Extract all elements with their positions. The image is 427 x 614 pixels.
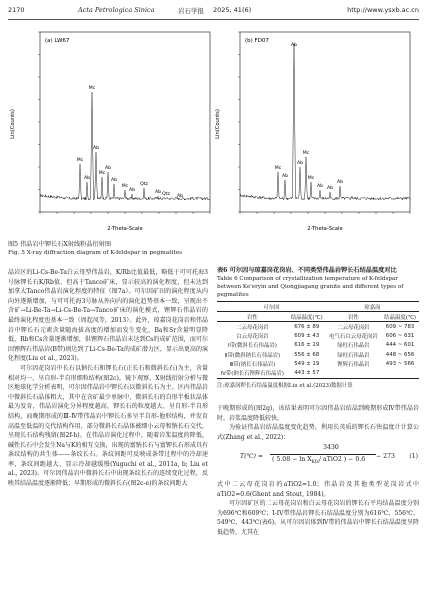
peak-label: Qtz: [140, 182, 148, 187]
peak-label: Ab: [176, 194, 184, 199]
cell-rock: 二云母花岗岩: [236, 324, 269, 331]
peak-label: Ab: [336, 180, 344, 185]
cell-rock: 白云母花岗岩: [236, 334, 269, 341]
peak-label: Mc: [307, 176, 315, 181]
panel-b-peak-labels: [275, 42, 343, 191]
table-title-cn: 表6 可尔因与琼嘉岗花岗岩、不同类型伟晶岩钾长石结晶温度对比: [217, 267, 397, 274]
col-group-keeryin: 可尔因: [263, 304, 280, 311]
paragraph: 为验证伟晶岩结晶温度变化趋势，利用长英质的钾长石快温度计计算公式(Zhang et al., 2022)：: [217, 424, 419, 441]
peak-label: Mc: [88, 86, 96, 91]
cell-rock: Ⅳ带(钠长石锂辉石伟晶岩): [220, 370, 284, 377]
panel-b-label: (b) FD07: [245, 38, 269, 44]
table-row: [217, 322, 419, 332]
peak-label: Ab: [128, 188, 136, 193]
panel-b-frame: [240, 32, 410, 212]
equation-1: [240, 444, 420, 474]
equation-denominator: ( $5.08 - \ln X_{Kfs}/$ aTiO2 ) − 0.6: [272, 456, 366, 466]
cell-rock: 绿柱石伟晶岩: [337, 343, 370, 350]
figure-caption-cn: 图5 伟晶岩中钾长石X射线粉晶衍射图: [8, 241, 112, 248]
peak-label: Ab: [110, 178, 118, 183]
equation-numerator: 3430: [323, 444, 339, 451]
cell-temp: 616 ± 19: [294, 342, 320, 349]
peak-label: Ab: [290, 43, 298, 48]
cell-temp: 549 ± 19: [294, 360, 320, 367]
peak-label: Ab: [326, 186, 334, 191]
cell-rock: 绿柱石伟晶岩: [337, 352, 370, 359]
peak-label: Mc: [302, 151, 310, 156]
table-6: [217, 266, 419, 389]
temperature-table: [217, 301, 419, 379]
peak-label: Qtz: [162, 192, 170, 197]
cell-rock: Ⅱ带(微斜钠长石伟晶岩): [224, 352, 281, 359]
paragraph: 式中二云母花岗岩的aTiO2=1.0；伟晶岩及其他类型花岗岩式中aTiO2=0.6(Ghent and Stout, 1984)。: [217, 481, 419, 498]
peak-label: Ab: [154, 190, 162, 195]
fraction-bar: [270, 454, 376, 455]
paragraph: 可尔因花岗岩中长石以钠长石和钾长石(正长石和微斜长石)为主，含量相对均一，呈自形-半自形细粒结构(图2c)。镜下观察、X射线衍射分析与微区地球化学分析表明，可尔因伟晶岩中钾长石以微斜长石为主。区内伟晶岩中微斜长石晶体粗大，其中在含矿最少单脉中，微斜长石的自形半板状晶体最为发育，伟晶岩演化分异程度越高，钾长石的粒度越大、呈自形-半自形结构，而晚期形成的Ⅲ-Ⅳ带伟晶岩中钾长石多呈半自形-他形结构，并发育高温至低温的交代结构作用，部分微斜长石晶体被细小云母和钠长石交代，呈现长石结构残留(图2f-h)。在伟晶岩演化过程中，随着岩浆温度的降低，碱性长石中会发生Na与K的相互交换，出现的富钠长石与富钾长石形成具有条纹结构的共生体——条纹长石。条纹间距可反映成条带过程中的冷却速率，条纹间距越大，显示冷却越缓慢(Yuguchi et al., 2011a, b; Liu et al., 2023)。可尔因伟晶岩中微斜长石中出现条纹长石的连续变化过程，反映其结晶温度逐渐降低；早期形成的微斜长石(图2c-e)的条纹间距大: [8, 364, 208, 488]
peak-label: Ab: [316, 184, 324, 189]
paragraph: 可尔因矿区的二云母花岗岩和白云母花岗岩的钾长石平均结晶温度分别为696℃和609℃；I-IV带伟晶岩钾长石结晶温度分别为616℃、556℃、549℃、443℃(表6)。从可尔因岩体到Ⅳ带的伟晶岩中钾长石结晶温度呈降低趋势，尤其在: [217, 500, 419, 536]
cell-temp: 493 ~ 566: [385, 360, 415, 367]
page-number: 2170: [8, 6, 25, 14]
table-title-en: Table 6 Comparison of crystallization temperature of K-feldspar between Ke'eryin and Qiongjiagang granite and different types of pegmatites: [217, 276, 404, 298]
peak-label: Ab: [83, 176, 91, 181]
col-group-qiongjiagang: 琼嘉岗: [364, 304, 381, 311]
cell-temp: 444 ~ 601: [385, 342, 415, 349]
panel-a-xlabel: 2-Theta-Scale: [107, 226, 143, 232]
table-row: [217, 359, 419, 368]
journal-name-en: Acta Petrologica Sinica: [78, 6, 155, 14]
paragraph: 晶岩区的Li-Cs-Be-Ta白云母型伟晶岩，K/Rb比值最低，略低于可可托海3号脉钾长石K/Rb值，但高于Tanco矿床，显示较高的演化程度，但未达到加拿大Tanco伟晶岩演化程度的特征（图7a）。可尔因矿田的演化程度从内向外逐渐增加，与可可托海3号脉从外向内的演化趋势基本一致，呈现出不含矿→Li-Be-Ta→Li-Cs-Be-Ta→Tanco矿床的演化模式，锂辉石伟晶岩的最终演化程度也基本一致（周起凤等，2013）。此外，琼嘉岗花岗岩和伟晶岩中钾长石元素含量随海拔高度的增加而发生变化，Ba和Sr含量明显降低，Rb和Cs含量逐渐增加，供锂辉石伟晶岩未达到Cs的成矿范围，而可尔因锂辉石伟晶岩(B带)则达到了Li-Cs-Be-Ta的成矿潜力区，显示出更高的演化程度(Liu et al., 2023)。: [8, 269, 208, 363]
peak-label: Mc: [98, 171, 106, 176]
peak-label: Mc: [76, 158, 84, 163]
paragraph: 于晚期形成的(图2g)，该结果表明可尔因伟晶岩结晶到晚期形成Ⅳ带伟晶岩时，岩浆温度降低较快。: [217, 405, 419, 422]
peak-label: Ab: [281, 174, 289, 179]
peak-label: Mc: [121, 184, 129, 189]
journal-url: http://www.ysxb.ac.cn: [347, 6, 419, 14]
cell-rock: Ⅰ带(微斜长石伟晶岩): [227, 343, 277, 350]
equation-lhs: T(℃) =: [240, 453, 264, 460]
col-rock: 岩性: [348, 314, 359, 321]
peak-label: Mc: [274, 166, 282, 171]
cell-temp: 609 ± 43: [294, 333, 320, 340]
cell-temp: 448 ~ 656: [385, 351, 415, 358]
cell-temp: 606 ~ 631: [385, 333, 415, 340]
peak-label: Ab: [296, 161, 304, 166]
panel-b-xlabel: 2-Theta-Scale: [307, 226, 343, 232]
issue-info: 2025, 41(6): [213, 6, 252, 14]
panel-a-ylabel: Lin(Counts): [10, 109, 16, 139]
panel-b-pattern: [240, 44, 410, 200]
header-rule: [8, 19, 419, 20]
cell-rock: 二云母花岗岩: [337, 324, 370, 331]
left-column-text: [8, 268, 208, 489]
cell-temp: 676 ± 89: [294, 323, 320, 330]
panel-b-ylabel: Lin(Counts): [215, 109, 221, 139]
cell-rock: 电气石白云母花岗岩: [329, 334, 378, 341]
cell-rock: Ⅲ带(钠长石伟晶岩): [229, 361, 276, 368]
table-row: [217, 350, 419, 359]
figure-caption-en: Fig. 5 X-ray diffraction diagram of K-feldspar in pegmatites: [8, 250, 183, 256]
equation-tail: − 273: [376, 453, 395, 460]
right-column-text-2: [217, 480, 419, 538]
cell-temp: 556 ± 68: [294, 351, 320, 358]
col-rock: 岩性: [247, 314, 258, 321]
journal-name-cn: 岩石学报: [178, 7, 204, 15]
peak-label: Ab: [104, 166, 112, 171]
cell-rock: [326, 368, 381, 378]
cell-rock: 锂辉石伟晶岩: [337, 361, 370, 368]
cell-temp: [381, 368, 419, 378]
xrd-figure: [8, 24, 420, 238]
table-row: [217, 368, 419, 378]
panel-b-ticks: [238, 32, 410, 214]
col-temp: 结晶温度(℃): [290, 314, 323, 321]
right-column-text: [217, 404, 419, 442]
running-header: [8, 6, 419, 18]
cell-temp: 609 ~ 783: [385, 323, 415, 330]
peak-label: Ab: [92, 146, 100, 151]
table-note: 注:琼嘉岗钾长石结晶温度根据Liu et al.(2023)数据计算: [217, 382, 353, 389]
equation-number: (1): [409, 453, 418, 460]
table-row: [217, 341, 419, 350]
cell-temp: 443 ± 57: [294, 369, 320, 376]
panel-a-label: (a) LW67: [45, 38, 70, 44]
table-row: [217, 332, 419, 341]
col-temp: 结晶温度(℃): [384, 314, 416, 321]
